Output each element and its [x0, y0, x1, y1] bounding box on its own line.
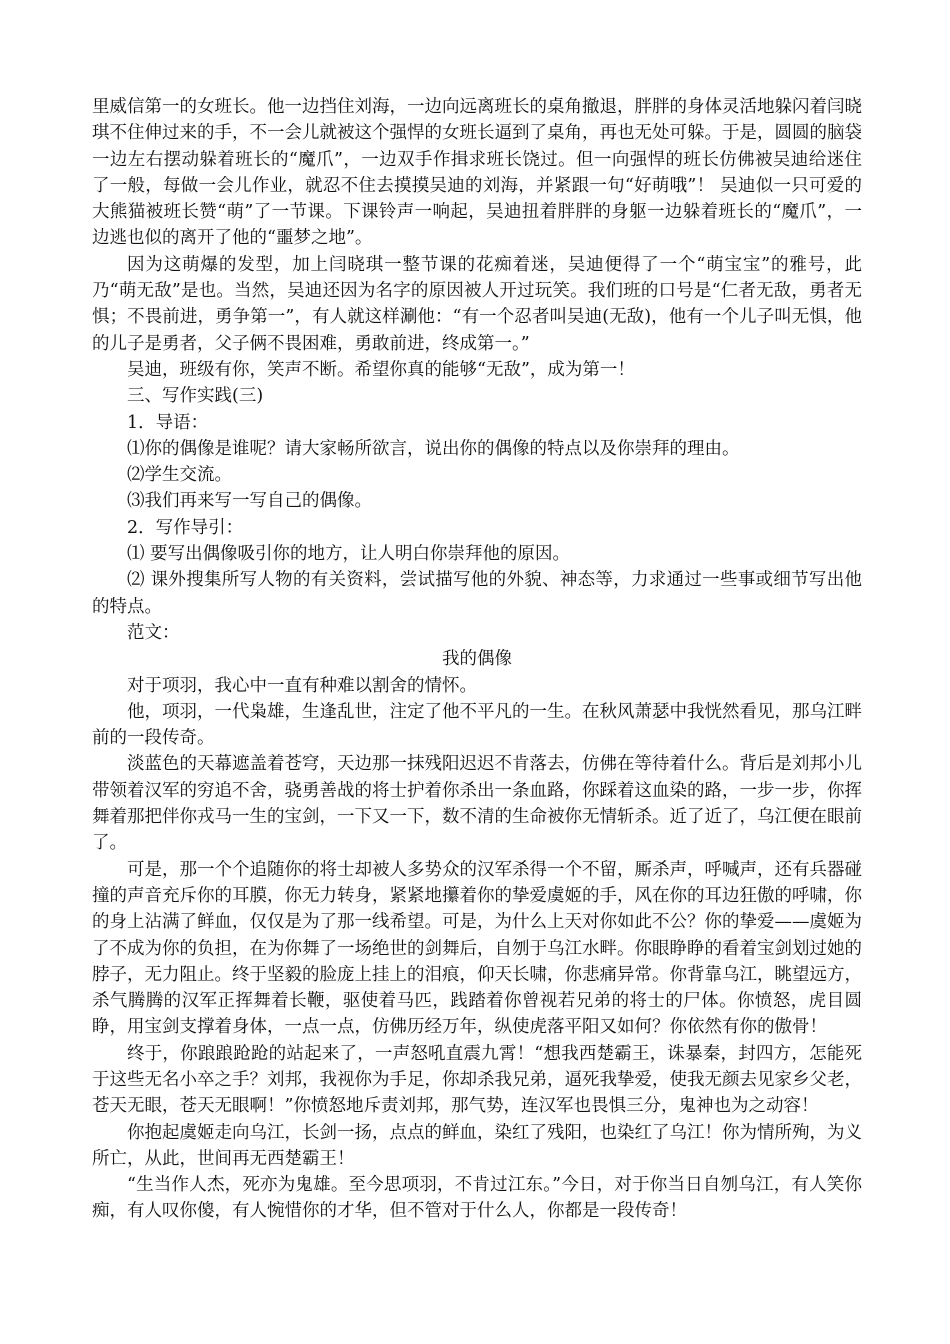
subheading: 1．导语：: [127, 412, 209, 433]
paragraph: 吴迪，班级有你，笑声不断。希望你真的能够“无敌”，成为第一！: [127, 359, 635, 380]
list-item: ⑴ 要写出偶像吸引你的地方，让人明白你崇拜他的原因。: [127, 544, 571, 565]
essay-paragraph: 淡蓝色的天幕遮盖着苍穹，天边那一抹残阳迟迟不肯落去，仿佛在等待着什么。背后是刘邦小儿带领着汉军的穷追不舍，骁勇善战的将士护着你杀出一条血路，你踩着这血染的路，一步一步，你挥舞着那把伴你戎马一生的宝剑，一下又一下，数不清的生命被你无情斩杀。近了近了，乌江便在眼前了。: [92, 754, 862, 854]
list-item: ⑶我们再来写一写自己的偶像。: [127, 491, 372, 512]
list-item: ⑴你的偶像是谁呢？请大家畅所欲言，说出你的偶像的特点以及你崇拜的理由。: [127, 438, 740, 459]
sample-label: 范文：: [127, 622, 180, 643]
essay-paragraph: “生当作人杰，死亦为鬼雄。至今思项羽，不肯过江东。”今日，对于你当日自刎乌江，有人笑你痴，有人叹你傻，有人惋惜你的才华，但不管对于什么人，你都是一段传奇！: [92, 1175, 862, 1222]
essay-paragraph: 终于，你踉踉跄跄的站起来了，一声怒吼直震九霄！“想我西楚霸王，诛暴秦，封四方，怎能死于这些无名小卒之手？刘邦，我视你为手足，你却杀我兄弟，逼死我挚爱，使我无颜去见家乡父老，苍天无眼，苍天无眼啊！”你愤怒地斥责刘邦，那气势，连汉军也畏惧三分，鬼神也为之动容！: [92, 1043, 862, 1117]
essay-paragraph: 他，项羽，一代枭雄，生逢乱世，注定了他不平凡的一生。在秋风萧瑟中我恍然看见，那乌江畔前的一段传奇。: [92, 701, 862, 749]
paragraph-continuation: 里威信第一的女班长。他一边挡住刘海，一边向远离班长的桌角撤退，胖胖的身体灵活地躲闪着闫晓琪不住伸过来的手，不一会儿就被这个强悍的女班长逼到了桌角，再也无处可躲。于是，圆圆的脑袋一边左右摆动躲着班长的“魔爪”，一边双手作揖求班长饶过。但一向强悍的班长仿佛被吴迪给迷住了一般，每做一会儿作业，就忍不住去摸摸吴迪的刘海，并紧跟一句“好萌哦”！ 吴迪似一只可爱的大熊猫被班长赞“萌”了一节课。下课铃声一响起，吴迪扭着胖胖的身躯一边躲着班长的“魔爪”，一边逃也似的离开了他的“噩梦之地”。: [92, 97, 862, 249]
essay-paragraph: 你抱起虞姬走向乌江，长剑一扬，点点的鲜血，染红了残阳，也染红了乌江！你为情所殉，为义所亡，从此，世间再无西楚霸王！: [92, 1122, 862, 1169]
section-heading: 三、写作实践(三): [127, 386, 264, 407]
list-item: ⑵ 课外搜集所写人物的有关资料，尝试描写他的外貌、神态等，力求通过一些事或细节写出他的特点。: [92, 570, 862, 617]
document-page: [92, 94, 862, 1225]
essay-paragraph: 可是，那一个个追随你的将士却被人多势众的汉军杀得一个不留，厮杀声，呼喊声，还有兵器碰撞的声音充斥你的耳膜，你无力转身，紧紧地攥着你的挚爱虞姬的手，风在你的耳边狂傲的呼啸，你的身上沾满了鲜血，仅仅是为了那一线希望。可是，为什么上天对你如此不公？你的挚爱——虞姬为了不成为你的负担，在为你舞了一场绝世的剑舞后，自刎于乌江水畔。你眼睁睁的看着宝剑划过她的脖子，无力阻止。终于坚毅的脸庞上挂上的泪痕，仰天长啸，你悲痛异常。你背靠乌江，眺望远方，杀气腾腾的汉军正挥舞着长鞭，驱使着马匹，践踏着你曾视若兄弟的将士的尸体。你愤怒，虎目圆睁，用宝剑支撑着身体，一点一点，仿佛历经万年，纵使虎落平阳又如何？你依然有你的傲骨！: [92, 859, 862, 1038]
essay-paragraph: 对于项羽，我心中一直有种难以割舍的情怀。: [127, 675, 477, 696]
essay-title: 我的偶像: [442, 649, 512, 670]
list-item: ⑵学生交流。: [127, 465, 232, 486]
subheading: 2．写作导引：: [127, 517, 244, 538]
paragraph: 因为这萌爆的发型，加上闫晓琪一整节课的花痴着迷，吴迪便得了一个“萌宝宝”的雅号，此乃“萌无敌”是也。当然，吴迪还因为名字的原因被人开过玩笑。我们班的口号是“仁者无敌，勇者无惧；不畏前进，勇争第一”，有人就这样涮他：“有一个忍者叫吴迪(无敌)，他有一个儿子叫无惧，他的儿子是勇者，父子俩不畏困难，勇敢前进，终成第一。”: [92, 254, 862, 354]
